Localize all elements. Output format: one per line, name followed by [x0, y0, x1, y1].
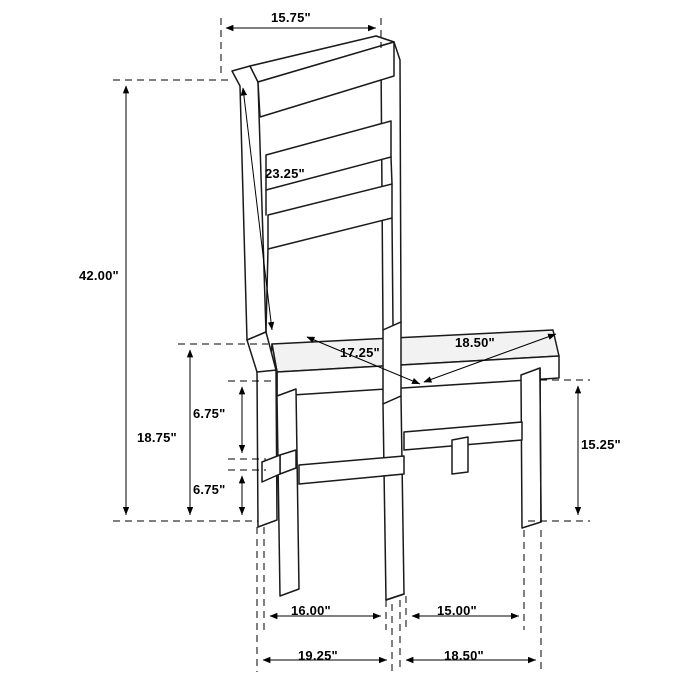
dimension-label-base-width-right: 18.50"	[444, 648, 484, 663]
dimension-label-stretcher-gap-lower: 6.75"	[193, 482, 226, 497]
dimension-label-top-width: 15.75"	[271, 10, 311, 25]
dimension-label-base-width-left: 19.25"	[298, 648, 338, 663]
dimension-label-seat-width: 18.50"	[455, 335, 495, 350]
dimension-label-stretcher-gap-upper: 6.75"	[193, 406, 226, 421]
dimension-label-seat-height-left: 18.75"	[137, 430, 177, 445]
dimension-label-front-depth-left: 16.00"	[291, 603, 331, 618]
dimension-label-overall-height: 42.00"	[79, 268, 119, 283]
dimension-label-seat-depth: 17.25"	[340, 345, 380, 360]
dimension-label-front-depth-right: 15.00"	[437, 603, 477, 618]
chair-geometry	[232, 36, 559, 600]
dimension-label-back-height: 23.25"	[265, 166, 305, 181]
dimension-label-seat-height-right: 15.25"	[581, 437, 621, 452]
